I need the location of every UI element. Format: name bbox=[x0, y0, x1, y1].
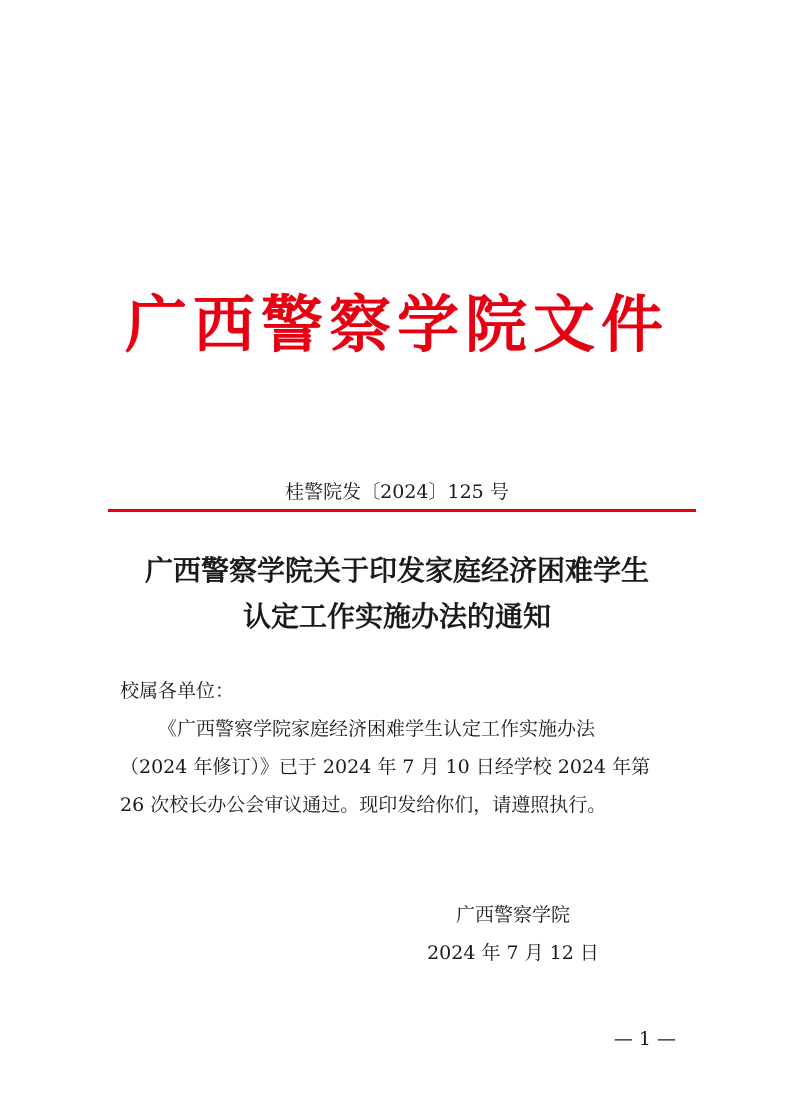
notice-title bbox=[0, 548, 794, 640]
notice-title-line-2: 认定工作实施办法的通知 bbox=[242, 600, 551, 633]
notice-title-line-1: 广西警察学院关于印发家庭经济困难学生 bbox=[144, 554, 649, 587]
page-number: — 1 — bbox=[613, 1028, 676, 1050]
signature-organization: 广西警察学院 bbox=[455, 904, 570, 926]
body-line: 《广西警察学院家庭经济困难学生认定工作实施办法 bbox=[158, 718, 596, 740]
notice-body bbox=[120, 710, 676, 824]
document-number: 桂警院发〔2024〕125 号 bbox=[285, 481, 509, 503]
signature-date: 2024 年 7 月 12 日 bbox=[427, 942, 599, 964]
body-line: 26 次校长办公会审议通过。现印发给你们，请遵照执行。 bbox=[120, 794, 607, 816]
body-line: （2024 年修订）》已于 2024 年 7 月 10 日经学校 2024 年第 bbox=[120, 756, 651, 778]
signature-block bbox=[408, 896, 618, 972]
red-separator-line bbox=[108, 509, 696, 512]
salutation: 校属各单位： bbox=[120, 680, 235, 702]
issuer-title: 广西警察学院文件 bbox=[124, 288, 669, 361]
